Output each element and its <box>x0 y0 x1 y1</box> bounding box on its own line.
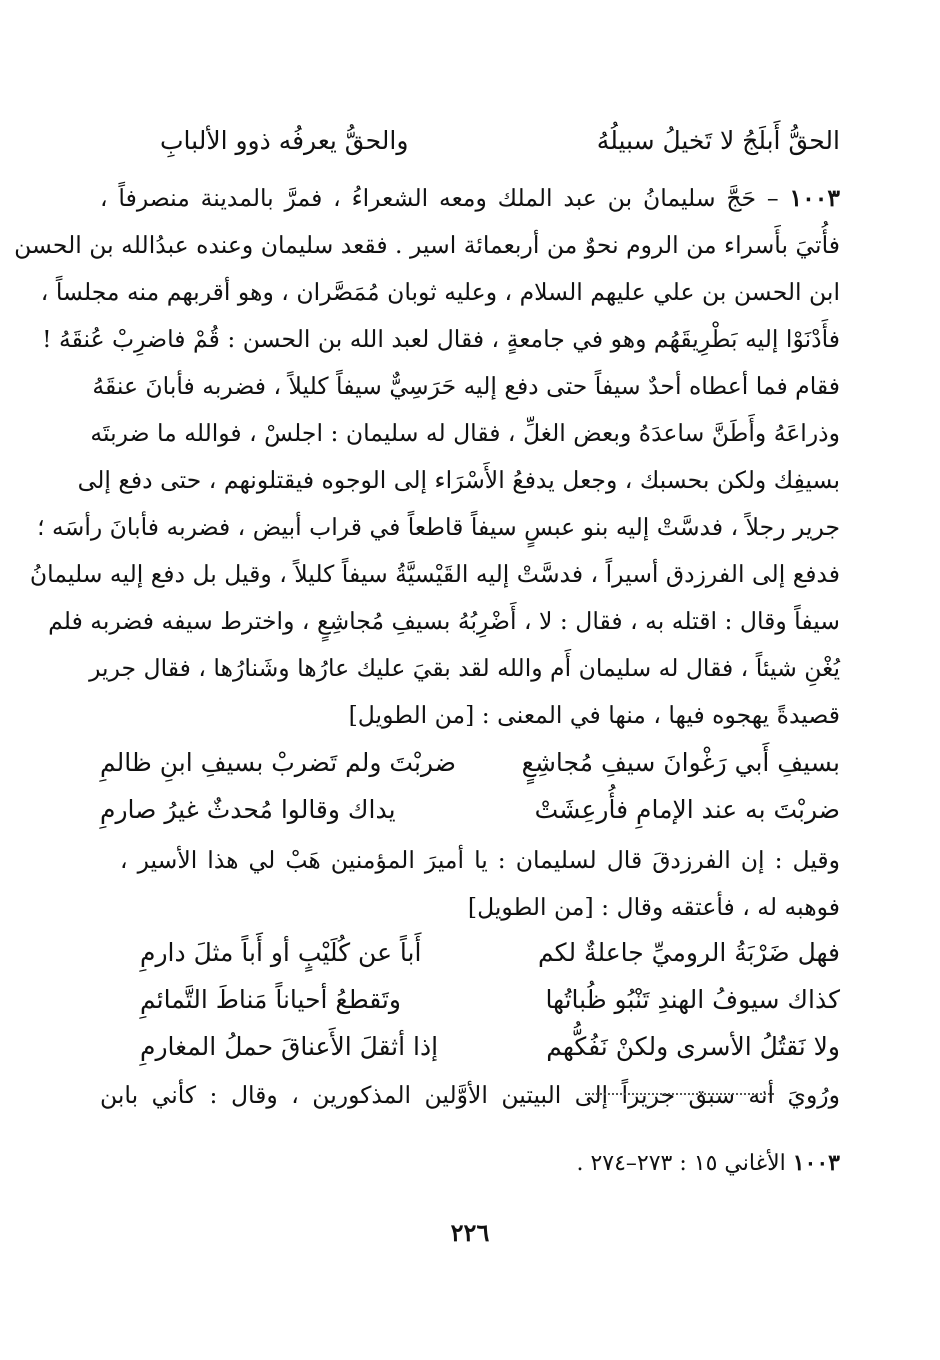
prose-line: فقام فما أعطاه أحدٌ سيفاً حتى دفع إليه حَرَسِيٌّ سيفاً كليلاً ، فضربه فأبانَ عنقَهُ <box>92 372 840 400</box>
footnote <box>576 1150 840 1176</box>
page-number: ٢٢٦ <box>450 1218 490 1247</box>
verse-left-hemistich: أَباً عن كُلَيْبٍ أو أَباً مثلَ دارمِ <box>140 938 422 967</box>
prose-line: فوهبه له ، فأعتقه وقال : [من الطويل] <box>467 893 840 921</box>
verse-left-hemistich: يداك وقالوا مُحدثٌ غيرُ صارمِ <box>100 795 396 824</box>
prose-line: ورُويَ أنه سبق جريراً إلى البيتين الأوَّلين المذكورين ، وقال : كأني بابن <box>100 1081 840 1109</box>
footnote-number: ١٠٠٣ <box>792 1150 840 1176</box>
verse-right-hemistich: فهل ضَرْبَةُ الروميِّ جاعلةٌ لكم <box>538 938 840 967</box>
footnote-text: الأغاني ١٥ : ٢٧٣–٢٧٤ . <box>576 1151 786 1176</box>
prose-line: بسيفِك ولكن بحسبك ، وجعل يدفعُ الأَسْرَاء إلى الوجوه فيقتلونهم ، حتى دفع إلى <box>77 466 840 494</box>
prose-line: فدفع إلى الفرزدق أسيراً ، فدسَّتْ إليه القَيْسيَّةُ سيفاً كليلاً ، وقيل بل دفع إليه سليمانُ <box>29 560 840 588</box>
prose-line: سيفاً وقال : اقتله به ، فقال : لا ، أَضْرِبُهُ بسيفِ مُجاشِعٍ ، واخترط سيفه فضربه فلم <box>48 607 840 635</box>
verse-right-hemistich: ضربْتَ به عند الإمامِ فأُرعِشَتْ <box>534 795 840 824</box>
verse-left-hemistich: ضربْتَ ولم تَضربْ بسيفِ ابنِ ظالمِ <box>100 748 456 777</box>
verse-left-hemistich: إذا أثقلَ الأَعناقَ حملُ المغارمِ <box>140 1032 439 1061</box>
prose-line: وقيل : إن الفرزدقَ قال لسليمان : يا أميرَ المؤمنين هَبْ لي هذا الأسير ، <box>120 846 840 874</box>
verse-left-hemistich: والحقُّ يعرفُه ذوو الألبابِ <box>160 126 409 155</box>
prose-line: جرير رجلاً ، فدسَّتْ إليه بنو عبسٍ سيفاً قاطعاً في قراب أبيض ، فضربه فأبانَ رأسَه ؛ <box>37 513 840 541</box>
prose-line: ابن الحسن بن علي عليهم السلام ، وعليه ثوبان مُمَصَّران ، وهو أقربهم منه مجلساً ، <box>40 278 840 306</box>
verse-left-hemistich: وتَقطعُ أحياناً مَناطَ التَّمائمِ <box>140 985 401 1014</box>
prose-text: – حَجَّ سليمانُ بن عبد الملك ومعه الشعراءُ ، فمرَّ بالمدينة منصرفاً ، <box>100 184 779 212</box>
prose-line: فأُتيَ بأَسراء من الروم نحوٌ من أربعمائة اسير . فقعد سليمان وعنده عبدُالله بن الحسن <box>14 231 840 259</box>
prose-line: فأَدْنَوْا إليه بَطْرِيقَهُم وهو في جامعةٍ ، فقال لعبد الله بن الحسن : قُمْ فاضرِبْ عُنقَهُ ! <box>42 325 840 353</box>
verse-right-hemistich: بسيفِ أَبي رَغْوانَ سيفِ مُجاشِعٍ <box>521 748 840 777</box>
prose-line <box>100 183 840 213</box>
verse-right-hemistich: الحقُّ أَبلَجُ لا تَخيلُ سبيلُهُ <box>596 126 840 155</box>
verse-right-hemistich: كذاك سيوفُ الهندِ تَنْبُو ظُباتُها <box>545 985 840 1014</box>
footnote-separator <box>585 1093 774 1095</box>
entry-number: ١٠٠٣ <box>789 184 840 212</box>
prose-line: وذراعَهُ وأَطَنَّ ساعدَهُ وبعض الغلِّ ، فقال له سليمان : اجلسْ ، فوالله ما ضربتَه <box>90 419 840 447</box>
prose-line: يُغْنِ شيئاً ، فقال له سليمان أَم والله لقد بقيَ عليك عارُها وشَنارُها ، فقال جرير <box>89 654 840 682</box>
verse-right-hemistich: ولا نَقتُلُ الأسرى ولكنْ نَفُكُّهم <box>546 1032 840 1061</box>
prose-line: قصيدةً يهجوه فيها ، منها في المعنى : [من الطويل] <box>348 701 840 729</box>
